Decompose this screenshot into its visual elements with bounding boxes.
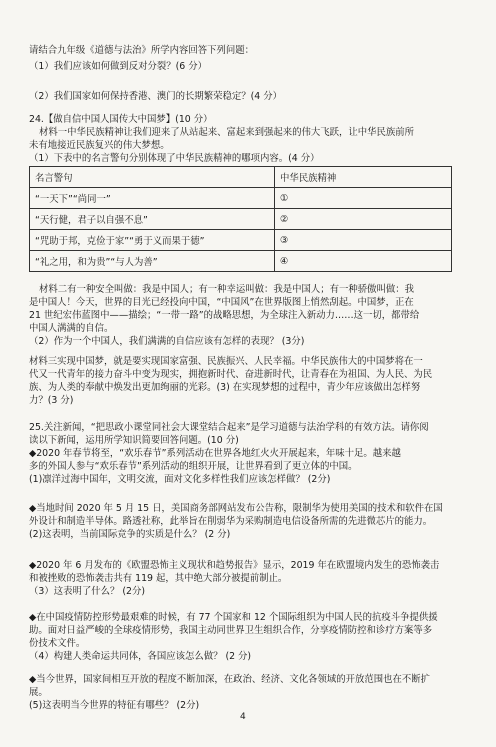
table-cell: ④	[275, 251, 452, 272]
exam-page: 请结合九年级《道德与法治》所学内容回答下列问题： （1）我们应该如何做到反对分裂？(6 分） （2）我们国家如何保持香港、澳门的长期繁荣稳定？(4 分） 24.【做自信中国人国传大中国梦】(10 分） 材料一中华民族精神让我们迎来了从站起来、富起来到强起来的伟大飞跃，让中华民族前所 未有地接近民族复兴的伟大梦想。 （1）下表中的名言警句分别体现了中华民族精神的哪项内容。(4 分） 名言警句 中华民族精神 “一天下”“尚同一” ① “天行健，君子以自强不息” ② “咒助于邦，克俭于家”“勇于义而果于德” ③ “礼之用，和为贵”“与人为善” ④ 材料二有一种安全叫做：我是中国人；有一种幸运叫做：我是中国人；有一种骄傲叫做：我 是中国人！今天，世界的目光已经投向中国，“中国风”在世界版图上悄然刮起。中国梦，正在 21 世纪宏伟蓝图中——描绘；“一带一路”的战略思想，为全球注入新动力……这一切，都带给 中国人满满的自信。 （2）作为一个中国人，我们满满的自信应该有怎样的表现？ (3分) 材料三实现中国梦，就是要实现国家富强、民族振兴、人民幸福。中华民族伟大的中国梦将在一 代又一代青年的接力奋斗中变为现实，拥抱新时代、奋进新时代，让青春在为祖国、为人民、为民 族、为人类的奉献中焕发出更加绚丽的光彩。(3) 在实现梦想的过程中，青少年应该做出怎样努 力？(3 分) 25.关注新闻，“把思政小课堂同社会大课堂结合起来”是学习道德与法治学科的有效方法。请你阅 读以下新闻，运用所学知识简要回答问题。(10 分) ◆2020 年春节将至，“欢乐春节”系列活动在世界各地红火火开展起来，年味十足。越来越 多的外国人参与“欢乐春节”系列活动的组织开展，让世界看到了更立体的中国。 (1)凛洋过海中国年，文明交流，面对文化多样性我们应该怎样做？ (2分) ◆当地时间 2020 年 5 月 15 日，美国商务部网站发布公告称，限制华为使用美国的技术和软件在国 外设计和制造半导体。路透社称，此举旨在削弱华为采购制造电信设备所需的先进微芯片的能力。 (2)这表明，当前国际竞争的实质是什么？ (2 分) ◆2020 年 6 月发布的《欧盟恐怖主义现状和趋势报告》显示，2019 年在欧盟境内发生的恐怖袭击 和被挫败的恐怖袭击共有 119 起，其中绝大部分被提前制止。 （3）这表明了什么？ (2分) ◆在中国疫情防控形势最艰难的时候，有 77 个国家和 12 个国际组织为中国人民的抗疫斗争提供援 助。面对日益严峻的全球疫情形势，我国主动同世界卫生组织合作，分享疫情防控和诊疗方案等多 份技术文件。 （4）构建人类命运共同体，各国应该怎么做？ (2 分) ◆当今世界，国家间相互开放的程度不断加深，在政治、经济、文化各领域的开放范围也在不断扩 展。 (5)这表明当今世界的特征有哪些？ (2分) 4	[0, 0, 496, 747]
table-cell: “天行健，君子以自强不息”	[30, 209, 275, 230]
table-cell: ①	[275, 188, 452, 209]
spirit-table	[29, 166, 452, 272]
table-cell: “咒助于邦，克俭于家”“勇于义而果于德”	[30, 230, 275, 251]
table-cell: ②	[275, 209, 452, 230]
table-header-cell: 名言警句	[30, 167, 275, 188]
table-cell: “一天下”“尚同一”	[30, 188, 275, 209]
table-row	[30, 209, 452, 230]
table-header-cell: 中华民族精神	[275, 167, 452, 188]
table-row	[30, 251, 452, 272]
table-row	[30, 188, 452, 209]
table-cell: “礼之用，和为贵”“与人为善”	[30, 251, 275, 272]
table-header-row	[30, 167, 452, 188]
page-number: 4	[240, 712, 246, 722]
table-row	[30, 230, 452, 251]
table-cell: ③	[275, 230, 452, 251]
